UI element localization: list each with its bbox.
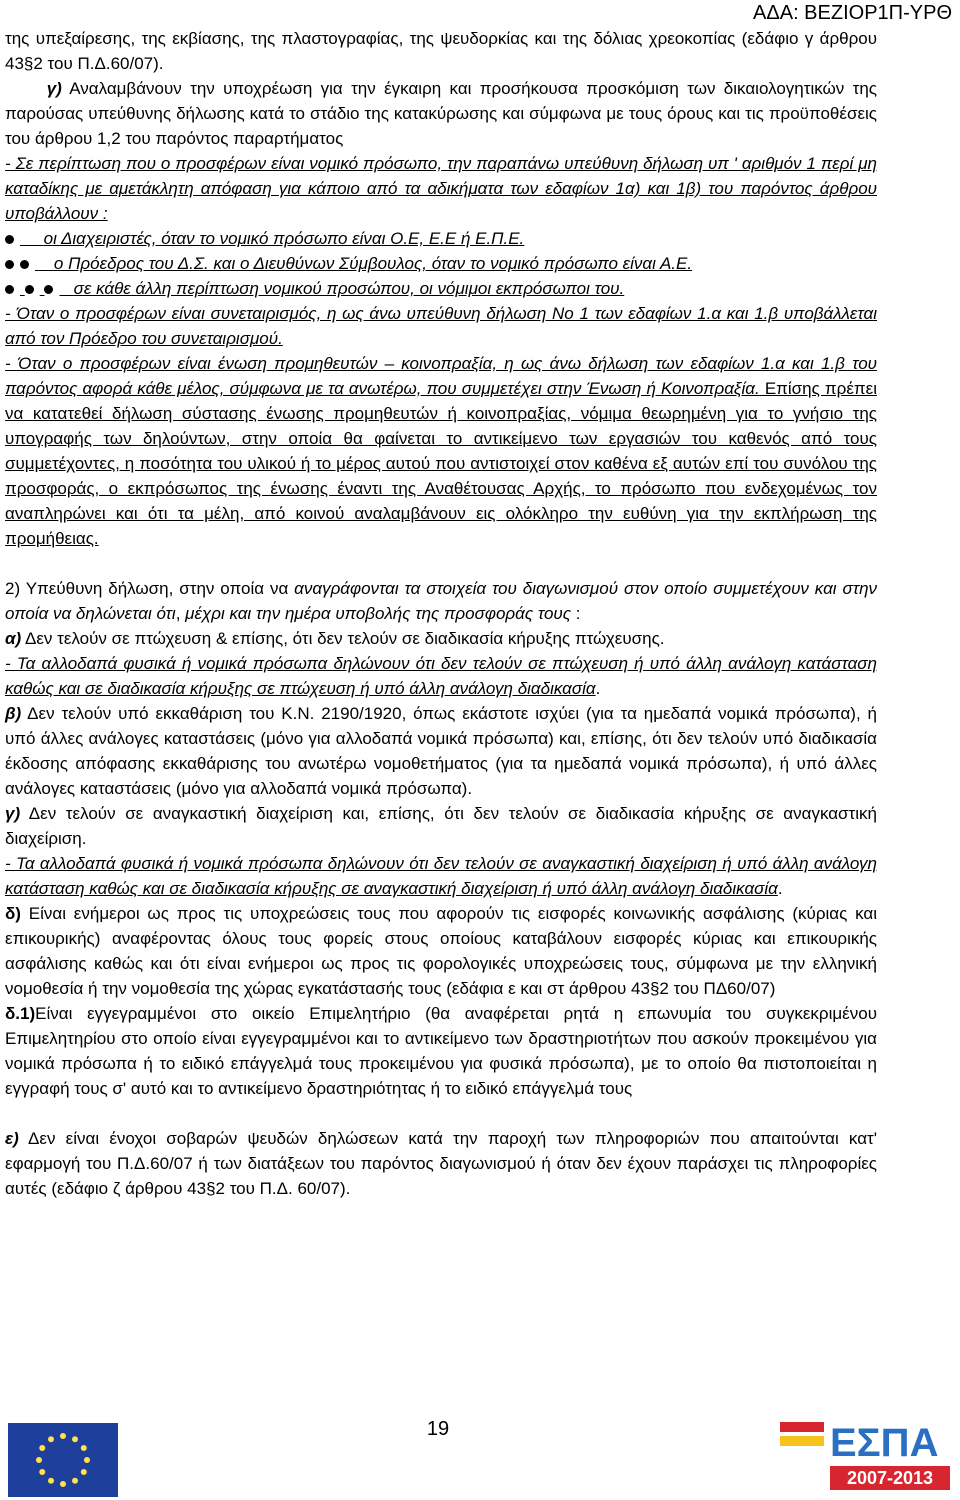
paragraph-g bbox=[5, 76, 877, 151]
espa-stripe bbox=[780, 1436, 824, 1446]
bullet-item-3 bbox=[5, 276, 877, 301]
eu-star-icon bbox=[84, 1457, 90, 1463]
item-text: Είναι εγγεγραμμένοι στο οικείο Επιμελητήριο (θα αναφέρεται ρητά η επωνυμία του συγκεκριμένου Επιμελητηρίου στο οποίο είναι εγγεγραμμένοι και το αντικείμενο των δραστηριοτήτων που ασκούν προκειμένου για νομικά πρόσωπα ή το ειδικό επάγγελμά τους προκειμένου για φυσικά πρόσωπα), με το οποίο θα πιστοποιείται η εγγραφή τους σ' αυτό και το αντικείμενο δραστηριότητας ή το ειδικό επάγγελμά τους bbox=[5, 1004, 877, 1098]
eu-star-icon bbox=[36, 1457, 42, 1463]
document-body bbox=[5, 26, 877, 1201]
eu-star-icon bbox=[81, 1469, 87, 1475]
eu-star-icon bbox=[72, 1478, 78, 1484]
bullet-text: σε κάθε άλλη περίπτωση νομικού προσώπου, οι νόμιμοι εκπρόσωποι του. bbox=[73, 279, 625, 298]
espa-years: 2007-2013 bbox=[846, 1468, 934, 1488]
item-label: α) bbox=[5, 629, 22, 648]
union-note-italic: - Όταν ο προσφέρων είναι ένωση προμηθευτών – κοινοπραξία, η ως άνω δήλωση των εδαφίων 1.α και 1.β του παρόντος αφορά κάθε μέλος, σύμφωνα με τα ανωτέρω, που συμμετέχει στην Ένωση ή Κοινοπραξία. bbox=[5, 354, 877, 398]
espa-stripe bbox=[780, 1422, 824, 1432]
eu-star-icon bbox=[48, 1478, 54, 1484]
text: μέχρι και την ημέρα υποβολής της προσφοράς τους bbox=[185, 604, 572, 623]
item-label: γ) bbox=[46, 79, 62, 98]
text: , bbox=[175, 604, 186, 623]
cooperative-note: - Όταν ο προσφέρων είναι συνεταιρισμός, η ως άνω υπεύθυνη δήλωση Νο 1 των εδαφίων 1.α και 1.β υποβάλλεται από τον Πρόεδρο του συνεταιρισμού. bbox=[5, 304, 877, 348]
espa-logo bbox=[778, 1416, 958, 1496]
item-label: β) bbox=[5, 704, 22, 723]
item-c bbox=[5, 801, 877, 851]
section-2 bbox=[5, 576, 877, 626]
text: . bbox=[595, 679, 601, 698]
bullet-icon bbox=[44, 285, 53, 294]
item-d1 bbox=[5, 1001, 877, 1101]
eu-star-icon bbox=[81, 1445, 87, 1451]
text: αναγράφονται τα στοιχεία του διαγωνισμού στον οποίο συμμετέχουν και στην οποία να δηλώνεται ότι bbox=[5, 579, 878, 623]
union-note bbox=[5, 351, 877, 551]
union-note-text: Επίσης πρέπει να κατατεθεί δήλωση σύστασης ένωσης προμηθευτών ή κοινοπραξίας, νόμιμα θεωρημένη για το γνήσιο της υπογραφής των δηλούντων, στην οποία θα φαίνεται το αντικείμενο των εργασιών του καθενός από τους συμμετέχοντες, η ποσότητα του υλικού ή το μέρος αυτού που αντιστοιχεί στον καθένα εξ αυτών επί του συνόλου της προσφοράς, ο εκπρόσωπος της ένωσης έναντι της Αναθέτουσας Αρχής, το πρόσωπο που ενδεχομένως τον αναπληρώνει και ότι τα μέλη, από κοινού αναλαμβάνουν εις ολόκληρο την ευθύνη για την εκπλήρωση της προμήθειας. bbox=[5, 379, 877, 548]
eu-star-icon bbox=[60, 1481, 66, 1487]
item-label: γ) bbox=[5, 804, 21, 823]
foreign-note: - Τα αλλοδαπά φυσικά ή νομικά πρόσωπα δηλώνουν ότι δεν τελούν σε αναγκαστική διαχείριση ή υπό άλλη ανάλογη κατάσταση καθώς και σε διαδικασία κήρυξης σε αναγκαστική διαχείριση ή υπό άλλη ανάλογη διαδικασία bbox=[5, 854, 877, 898]
item-label: ε) bbox=[5, 1129, 19, 1148]
bullet-icon bbox=[5, 260, 14, 269]
bullet-icon bbox=[5, 285, 14, 294]
item-text: Δεν τελούν σε αναγκαστική διαχείριση και, επίσης, ότι δεν τελούν σε διαδικασία κήρυξης σε αναγκαστική διαχείριση. bbox=[5, 804, 877, 848]
paragraph: της υπεξαίρεσης, της εκβίασης, της πλαστογραφίας, της ψευδορκίας και της δόλιας χρεοκοπίας (εδάφιο γ άρθρου 43§2 του Π.Δ.60/07). bbox=[5, 29, 877, 73]
eu-star-icon bbox=[39, 1445, 45, 1451]
bullet-icon bbox=[20, 260, 29, 269]
eu-star-icon bbox=[39, 1469, 45, 1475]
bullet-icon bbox=[5, 235, 14, 244]
bullet-item-2 bbox=[5, 251, 877, 276]
eu-flag-logo bbox=[8, 1423, 118, 1497]
text: . bbox=[777, 879, 783, 898]
eu-star-icon bbox=[48, 1436, 54, 1442]
item-text: Δεν τελούν σε πτώχευση & επίσης, ότι δεν τελούν σε διαδικασία κήρυξης πτώχευσης. bbox=[21, 629, 665, 648]
item-label: δ) bbox=[5, 904, 21, 923]
eu-star-icon bbox=[72, 1436, 78, 1442]
item-d bbox=[5, 901, 877, 1001]
page-number: 19 bbox=[426, 1418, 450, 1440]
bullet-text: οι Διαχειριστές, όταν το νομικό πρόσωπο είναι Ο.Ε, Ε.Ε ή Ε.Π.Ε. bbox=[43, 229, 525, 248]
item-a-foreign bbox=[5, 651, 877, 701]
item-text: Δεν είναι ένοχοι σοβαρών ψευδών δηλώσεων κατά την παροχή των πληροφοριών που απαιτούνται κατ' εφαρμογή του Π.Δ.60/07 ή των διατάξεων του παρόντος διαγωνισμού ή όταν δεν έχουν παράσχει τις πληροφορίες αυτές (εδάφιο ζ άρθρου 43§2 του Π.Δ. 60/07). bbox=[5, 1129, 877, 1198]
item-text: Αναλαμβάνουν την υποχρέωση για την έγκαιρη και προσήκουσα προσκόμιση των δικαιολογητικών της παρούσας υπεύθυνης δήλωσης κατά το στάδιο της κατακύρωσης και σύμφωνα με τους όρους και τις προϋποθέσεις του άρθρου 1,2 του παρόντος παραρτήματος bbox=[5, 79, 877, 148]
espa-wordmark: ΕΣΠΑ bbox=[830, 1421, 939, 1465]
legal-person-note: - Σε περίπτωση που ο προσφέρων είναι νομικό πρόσωπο, την παραπάνω υπεύθυνη δήλωση υπ ' αριθμόν 1 περί μη καταδίκης με αμετάκλητη απόφαση για κάποιο από τα αδικήματα των εδαφίων 1α) και 1β) του παρόντος άρθρου υποβάλλουν : bbox=[5, 154, 877, 223]
item-c-foreign bbox=[5, 851, 877, 901]
item-a bbox=[5, 626, 877, 651]
item-e bbox=[5, 1126, 877, 1201]
bullet-text: ο Πρόεδρος του Δ.Σ. και ο Διευθύνων Σύμβουλος, όταν το νομικό πρόσωπο είναι Α.Ε. bbox=[53, 254, 693, 273]
document-code: ΑΔΑ: ΒΕΖΙΟΡ1Π-ΥΡΘ bbox=[753, 2, 952, 24]
text: 2) Υπεύθυνη δήλωση, στην οποία να bbox=[5, 579, 295, 598]
eu-star-icon bbox=[60, 1433, 66, 1439]
text: : bbox=[571, 604, 581, 623]
item-label: δ.1) bbox=[5, 1004, 36, 1023]
item-text: Είναι ενήμεροι ως προς τις υποχρεώσεις τους που αφορούν τις εισφορές κοινωνικής ασφάλισης (κύριας και επικουρικής) αναφέροντας όλους τους φορείς στους οποίους καταβάλουν εισφορές κύριας και επικουρικής ασφάλισης καθώς και ότι είναι ενήμεροι ως προς τις φορολογικές υποχρεώσεις τους, σύμφωνα με την ελληνική νομοθεσία ή την νομοθεσία της χώρας εγκατάστασής τους (εδάφια ε και στ άρθρου 43§2 του ΠΔ60/07) bbox=[5, 904, 877, 998]
bullet-icon bbox=[25, 285, 34, 294]
foreign-note: - Τα αλλοδαπά φυσικά ή νομικά πρόσωπα δηλώνουν ότι δεν τελούν σε πτώχευση ή υπό άλλη ανάλογη κατάσταση καθώς και σε διαδικασία κήρυξης σε πτώχευση ή υπό άλλη ανάλογη διαδικασία bbox=[5, 654, 877, 698]
item-text: Δεν τελούν υπό εκκαθάριση του Κ.Ν. 2190/1920, όπως εκάστοτε ισχύει (για τα ημεδαπά νομικά πρόσωπα), ή υπό άλλες ανάλογες καταστάσεις (μόνο για αλλοδαπά νομικά πρόσωπα) και, επίσης, ότι δεν τελούν υπό διαδικασία έκδοσης απόφασης εκκαθάρισης του ανωτέρω νομοθετήματος (για τα ημεδαπά νομικά πρόσωπα), ή υπό άλλες ανάλογες καταστάσεις (μόνο για αλλοδαπά νομικά πρόσωπα). bbox=[5, 704, 877, 798]
bullet-item-1 bbox=[5, 226, 877, 251]
item-b bbox=[5, 701, 877, 801]
